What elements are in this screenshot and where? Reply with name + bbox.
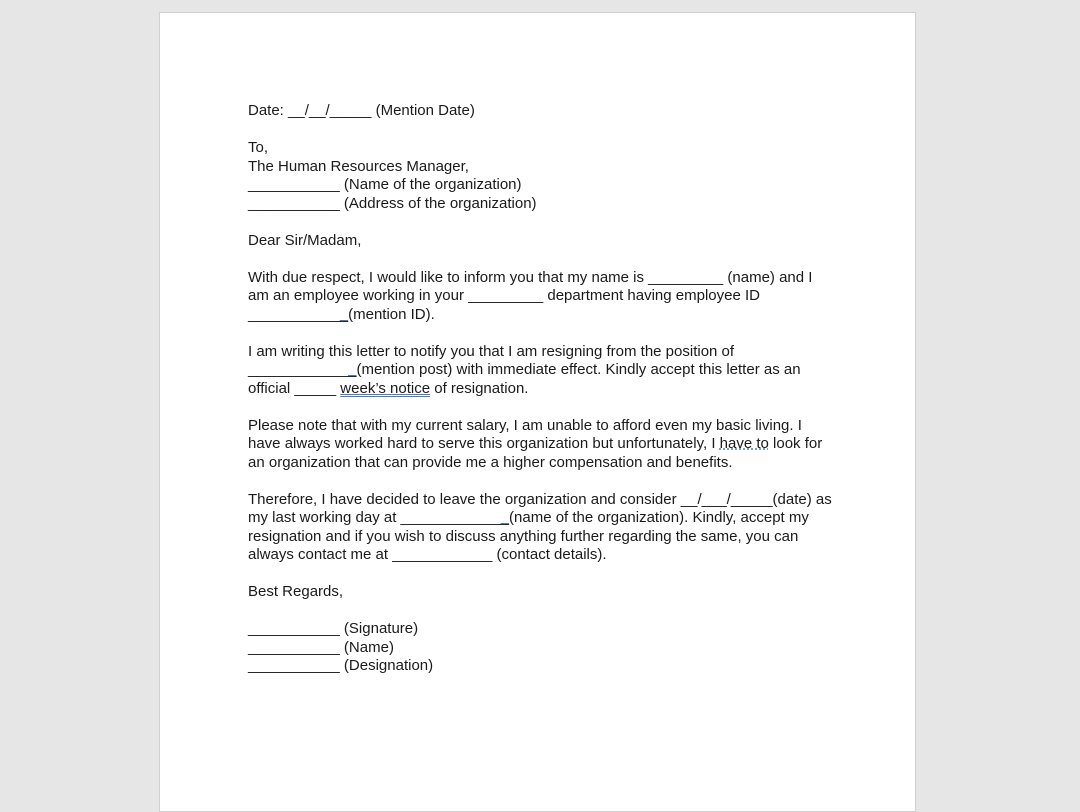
paragraph-2-line-3: official _____ week’s notice of resignation. [248, 379, 529, 397]
paragraph-4-line-1: Therefore, I have decided to leave the organization and consider __/___/_____(date) as [248, 490, 832, 508]
blue-underline-mark: _ [500, 509, 510, 526]
date-line: Date: __/__/_____ (Mention Date) [248, 102, 475, 119]
grammar-flag-have-to[interactable]: have to [719, 435, 769, 452]
paragraph-4-line-3: resignation and if you wish to discuss anything further regarding the same, you can [248, 527, 799, 545]
salutation: Dear Sir/Madam, [248, 231, 362, 249]
paragraph-4-line-4: always contact me at ____________ (contact details). [248, 546, 607, 563]
designation-line: ___________ (Designation) [248, 657, 434, 674]
paragraph-1-line-2: am an employee working in your _________ department having employee ID [248, 287, 760, 304]
blue-underline-mark: _ [339, 305, 349, 323]
paragraph-3-line-3: an organization that can provide me a higher compensation and benefits. [248, 453, 733, 471]
blue-underline-mark: _ [348, 361, 357, 378]
paragraph-2-line-2: _____________(mention post) with immediate effect. Kindly accept this letter as an [248, 361, 801, 378]
to-line: To, [248, 139, 269, 156]
paragraph-3-line-2: have always worked hard to serve this organization but unfortunately, I have to look for [248, 435, 823, 452]
closing: Best Regards, [248, 583, 344, 600]
signature-line: ___________ (Signature) [248, 620, 419, 637]
paragraph-2-line-1: I am writing this letter to notify you that I am resigning from the position of [248, 342, 735, 360]
document-page [159, 12, 916, 812]
name-line: ___________ (Name) [248, 638, 394, 656]
org-address-line: ___________ (Address of the organization) [248, 194, 537, 212]
recipient-title: The Human Resources Manager, [248, 157, 469, 175]
org-name-line: ___________ (Name of the organization) [248, 176, 522, 193]
paragraph-4-line-2: my last working day at _____________(name of the organization). Kindly, accept my [248, 509, 809, 526]
paragraph-1-line-1: With due respect, I would like to inform you that my name is _________ (name) and I [248, 268, 813, 286]
paragraph-3-line-1: Please note that with my current salary, I am unable to afford even my basic living. I [248, 416, 802, 434]
paragraph-1-line-3: ____________(mention ID). [248, 305, 435, 323]
grammar-flag-weeks-notice[interactable]: week’s notice [340, 379, 431, 397]
letter-body [248, 102, 848, 676]
